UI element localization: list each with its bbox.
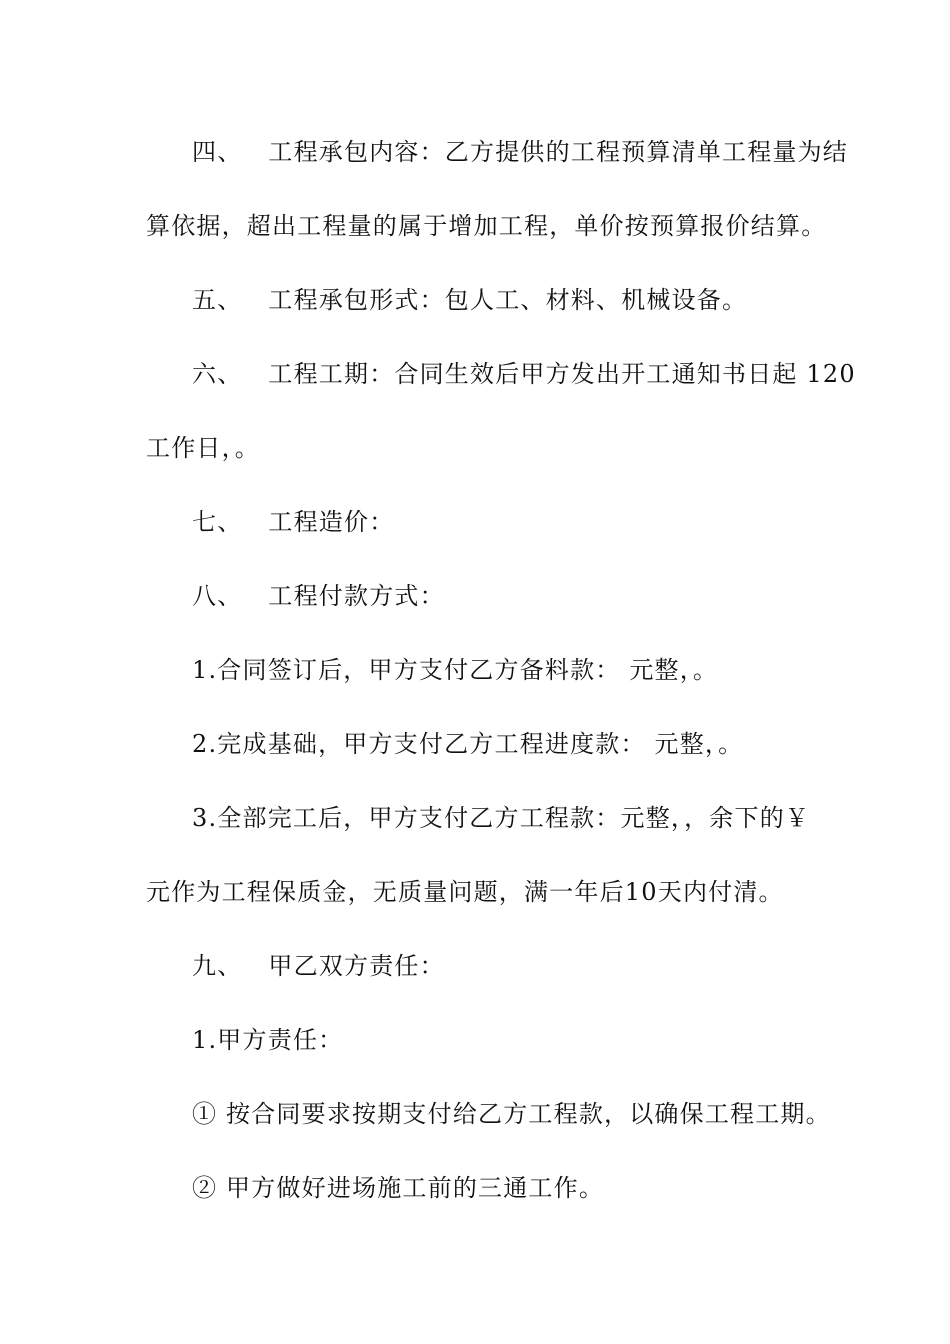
payment-item-3-line-1	[192, 802, 810, 834]
clause-number: 五、	[192, 286, 243, 314]
clause-4-line-2	[146, 210, 826, 242]
clause-text: 元作为工程保质金，无质量问题，满一年后10天内付清。	[146, 878, 784, 906]
clause-number: 六、	[192, 360, 243, 388]
clause-9	[192, 950, 445, 982]
clause-text: 甲乙双方责任：	[268, 952, 445, 980]
clause-text: 算依据，超出工程量的属于增加工程，单价按预算报价结算。	[146, 212, 827, 240]
payment-item-1	[192, 654, 718, 686]
clause-6-line-1	[192, 358, 856, 390]
clause-text: 工程承包形式：包人工、材料、机械设备。	[268, 286, 748, 314]
clause-8	[192, 580, 445, 612]
clause-7	[192, 506, 394, 538]
clause-number: 九、	[192, 952, 243, 980]
clause-text: 工程承包内容：乙方提供的工程预算清单工程量为结	[268, 138, 849, 166]
clause-number: 四、	[192, 138, 243, 166]
clause-text: ② 甲方做好进场施工前的三通工作。	[192, 1174, 605, 1202]
clause-text: 3.全部完工后，甲方支付乙方工程款：元整，，余下的￥	[192, 804, 811, 832]
clause-text: 1.合同签订后，甲方支付乙方备料款： 元整，。	[192, 656, 719, 684]
clause-text: 工程造价：	[268, 508, 395, 536]
party-a-heading	[192, 1024, 343, 1056]
clause-4-line-1	[192, 136, 848, 168]
clause-text: 2.完成基础，甲方支付乙方工程进度款： 元整，。	[192, 730, 744, 758]
clause-number: 七、	[192, 508, 243, 536]
party-a-duty-2	[192, 1172, 604, 1204]
clause-5	[192, 284, 747, 316]
clause-6-line-2	[146, 432, 260, 464]
party-a-duty-1	[192, 1098, 831, 1130]
clause-text: 工程付款方式：	[268, 582, 445, 610]
clause-text: 1.甲方责任：	[192, 1026, 344, 1054]
payment-item-3-line-2	[146, 876, 784, 908]
clause-number: 八、	[192, 582, 243, 610]
clause-text: 工程工期：合同生效后甲方发出开工通知书日起 120	[268, 360, 856, 388]
clause-text: 工作日，。	[146, 434, 260, 462]
payment-item-2	[192, 728, 743, 760]
clause-text: ① 按合同要求按期支付给乙方工程款，以确保工程工期。	[192, 1100, 831, 1128]
